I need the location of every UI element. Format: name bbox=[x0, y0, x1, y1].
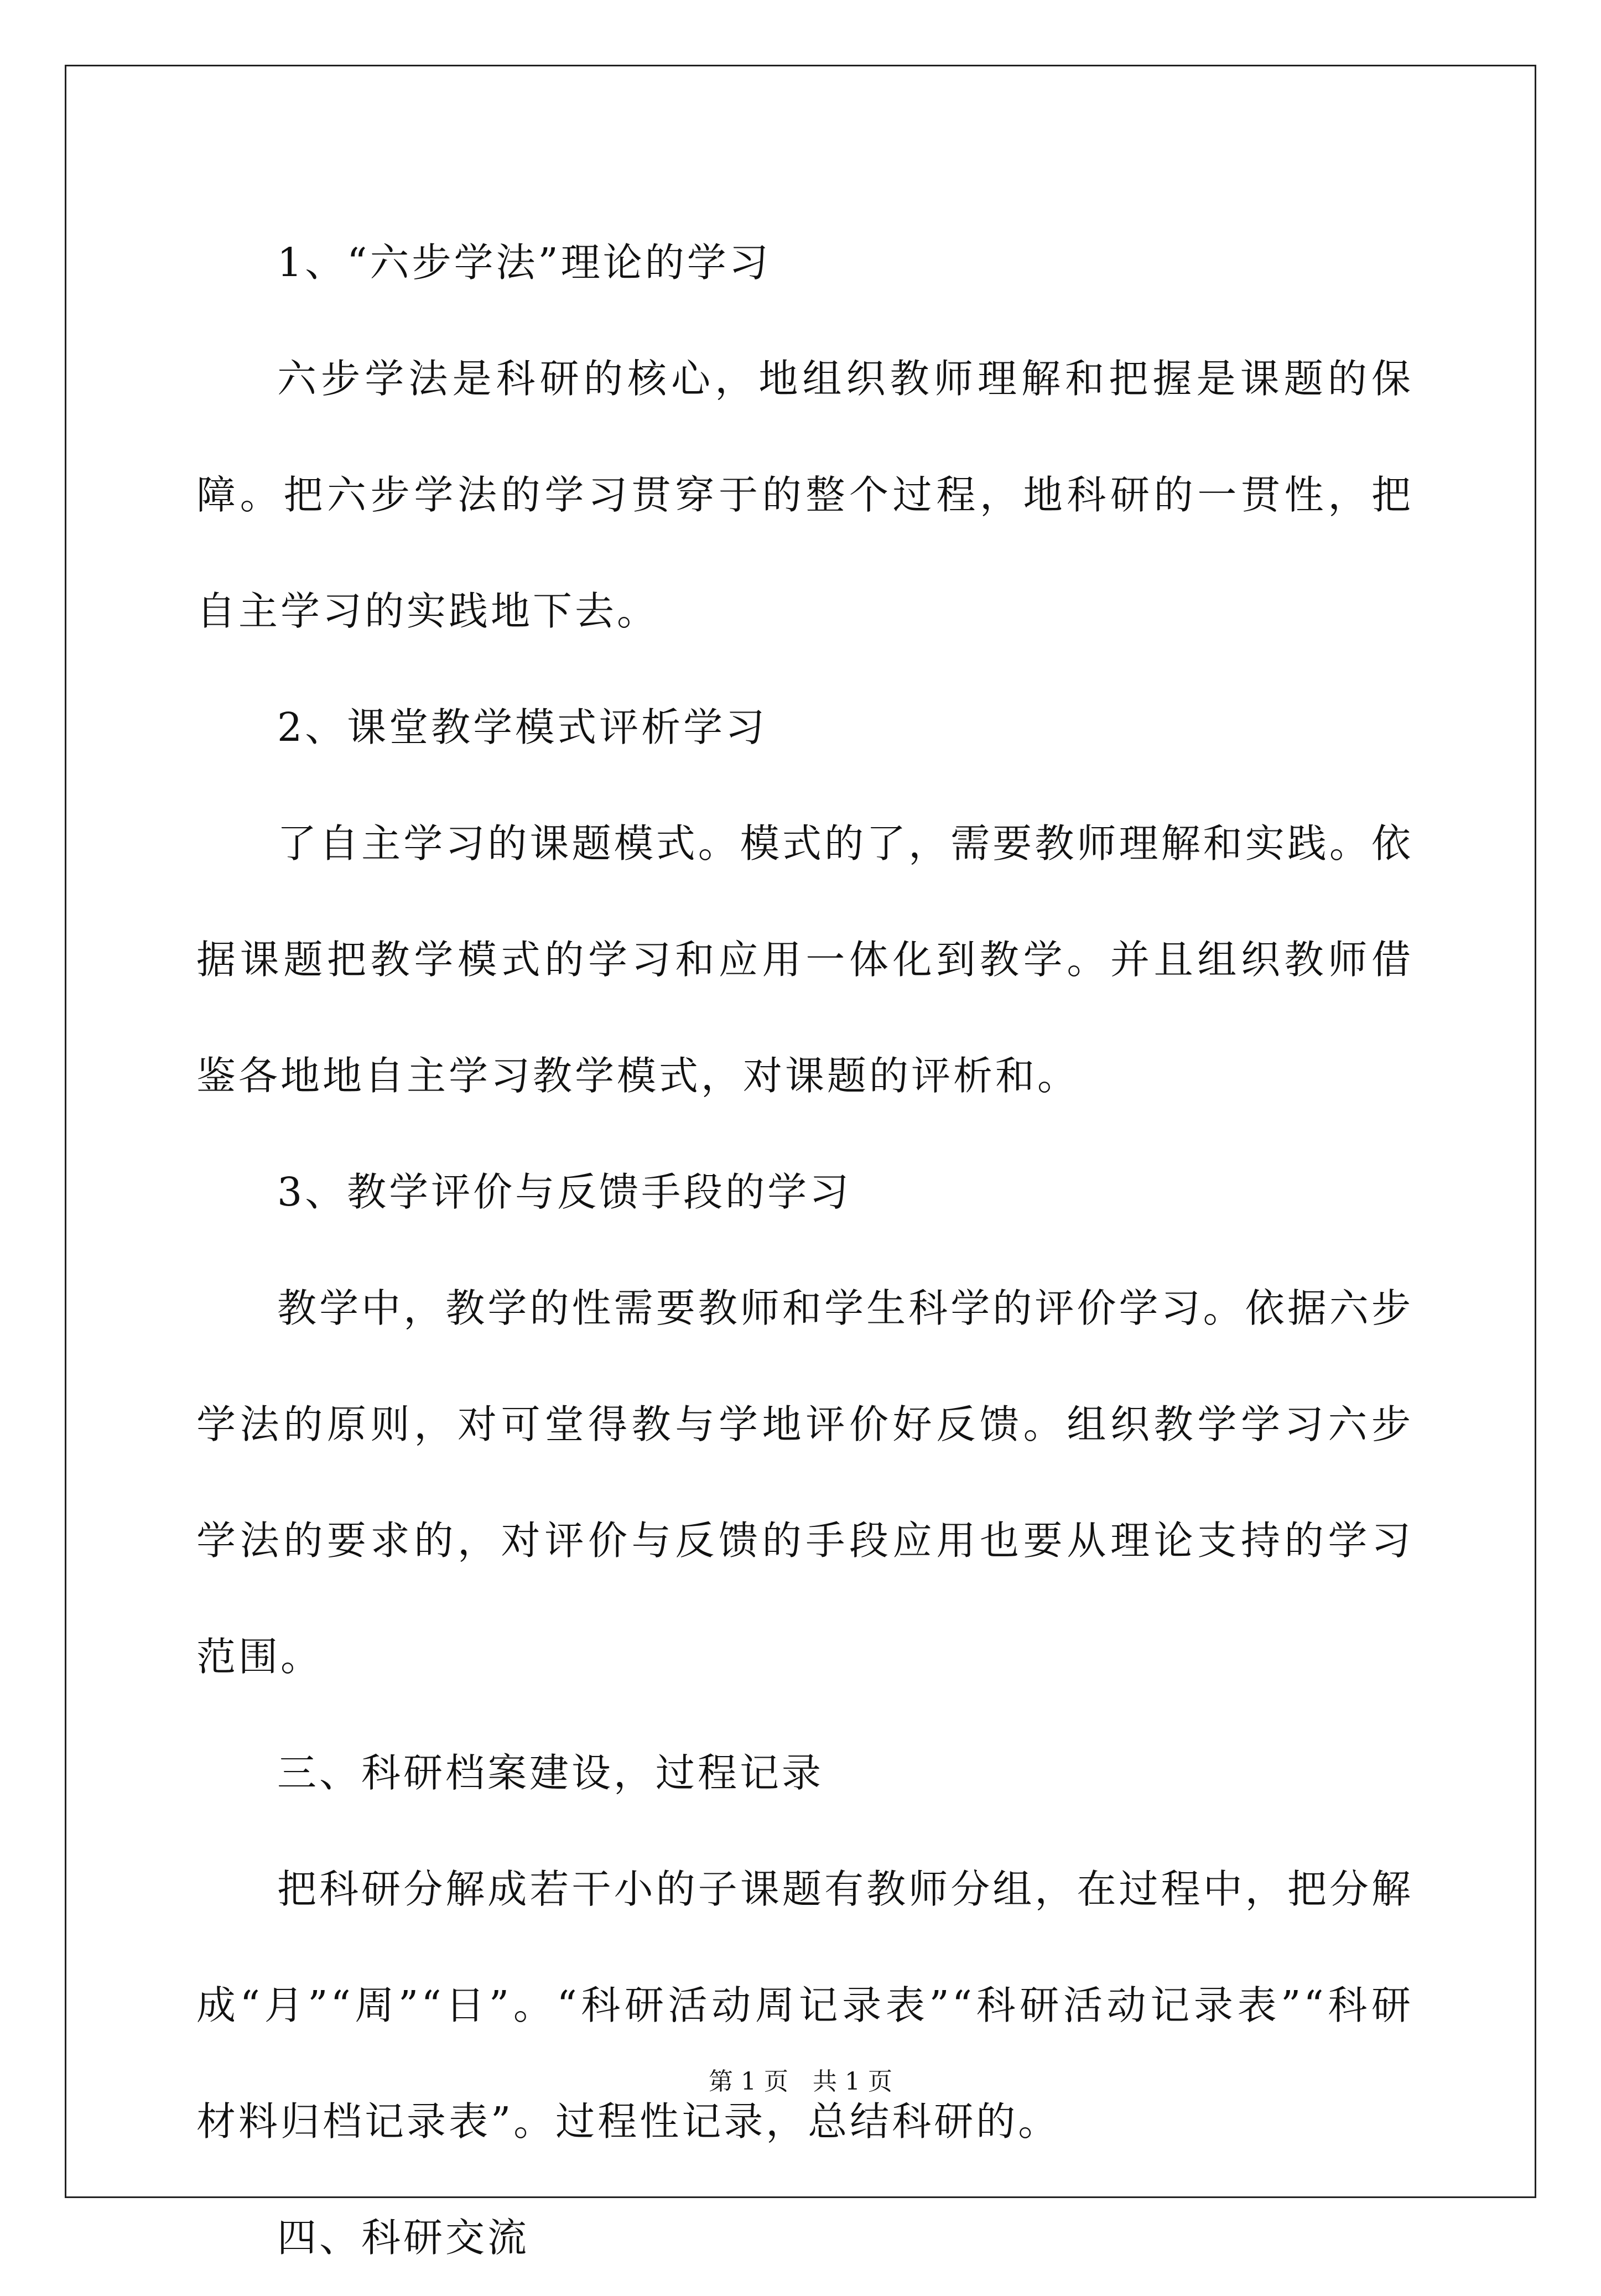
paragraph-research-archive: 把科研分解成若干小的子课题有教师分组，在过程中，把分解成“月”“周”“日”。“科研活动周记录表”“科研活动记录表”“科研材料归档记录表”。过程性记录，总结科研的。 bbox=[196, 1866, 1413, 2144]
heading-research-archive: 三、科研档案建设，过程记录 bbox=[277, 1750, 824, 1796]
heading-research-exchange: 四、科研交流 bbox=[277, 2215, 530, 2261]
document-body bbox=[196, 205, 1413, 2296]
paragraph-classroom-model: 了自主学习的课题模式。模式的了，需要教师理解和实践。依据课题把教学模式的学习和应用一体化到教学。并且组织教师借鉴各地地自主学习教学模式，对课题的评析和。 bbox=[196, 820, 1413, 1099]
page-number-footer: 第 1 页 共 1 页 bbox=[709, 2068, 892, 2096]
paragraph-evaluation-feedback: 教学中，教学的性需要教师和学生科学的评价学习。依据六步学法的原则，对可堂得教与学地评价好反馈。组织教学学习六步学法的要求的，对评价与反馈的手段应用也要从理论支持的学习范围。 bbox=[196, 1285, 1413, 1680]
paragraph-six-step-core: 六步学法是科研的核心，地组织教师理解和把握是课题的保障。把六步学法的学习贯穿于的整个过程，地科研的一贯性，把自主学习的实践地下去。 bbox=[196, 356, 1413, 634]
heading-classroom-model: 2、课堂教学模式评析学习 bbox=[277, 704, 768, 750]
heading-six-step-theory: 1、“六步学法”理论的学习 bbox=[277, 240, 771, 285]
heading-evaluation-feedback: 3、教学评价与反馈手段的学习 bbox=[277, 1169, 852, 1215]
